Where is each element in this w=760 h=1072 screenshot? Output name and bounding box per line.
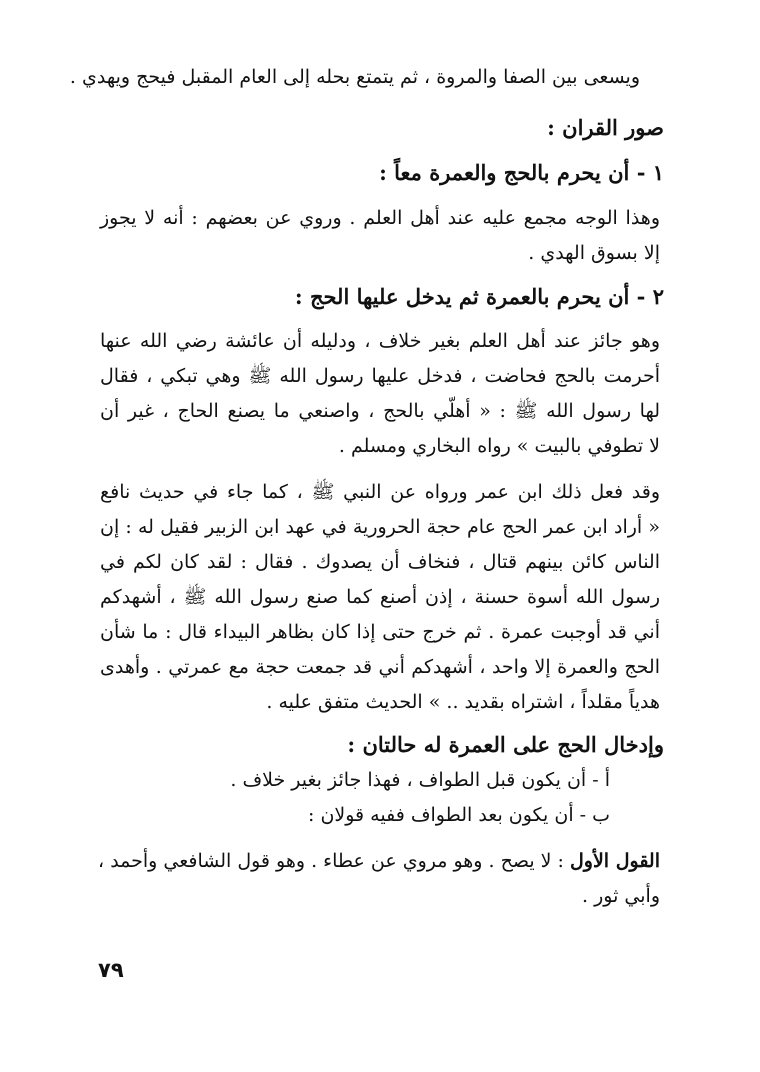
text-line-6: لها رسول الله ﷺ : « أهلّي بالحج ، واصنعي ما يصنع الحاج ، غير أن	[100, 400, 660, 422]
page-number: ٧٩	[98, 958, 124, 982]
text-line-14: هدياً مقلداً ، اشتراه بقديد .. » الحديث متفق عليه .	[266, 691, 660, 713]
first-opinion-text: : لا يصح . وهو مروي عن عطاء . وهو قول الشافعي وأحمد ،	[98, 850, 564, 872]
case-b: ب - أن يكون بعد الطواف ففيه قولان :	[308, 804, 610, 826]
text-line-1: ويسعى بين الصفا والمروة ، ثم يتمتع بحله إلى العام المقبل فيحج ويهدي .	[69, 66, 640, 88]
first-opinion-label: القول الأول	[569, 850, 660, 872]
text-line-13: الحج والعمرة إلا واحد ، أشهدكم أني قد جمعت حجة مع عمرتي . وأهدى	[100, 656, 660, 678]
section-heading-quran-forms: صور القران :	[547, 115, 664, 140]
text-line-11: رسول الله أسوة حسنة ، إذن أصنع كما صنع رسول الله ﷺ ، أشهدكم	[100, 586, 660, 608]
first-opinion-line	[100, 846, 660, 876]
text-line-10: الناس كائن بينهم قتال ، فنخاف أن يصدوك . فقال : لقد كان لكم في	[100, 551, 660, 573]
text-line-12: أني قد أوجبت عمرة . ثم خرج حتى إذا كان بظاهر البيداء قال : ما شأن	[100, 621, 660, 643]
text-line-2: وهذا الوجه مجمع عليه عند أهل العلم . وروي عن بعضهم : أنه لا يجوز	[100, 207, 660, 229]
text-line-7: لا تطوفي بالبيت » رواه البخاري ومسلم .	[338, 435, 660, 457]
subheading-form-1: ١ - أن يحرم بالحج والعمرة معاً :	[379, 160, 664, 185]
text-line-4: وهو جائز عند أهل العلم بغير خلاف ، ودليله أن عائشة رضي الله عنها	[100, 330, 660, 352]
text-line-3: إلا بسوق الهدي .	[528, 242, 660, 264]
text-line-8: وقد فعل ذلك ابن عمر ورواه عن النبي ﷺ ، كما جاء في حديث نافع	[100, 481, 660, 503]
case-a: أ - أن يكون قبل الطواف ، فهذا جائز بغير خلاف .	[230, 769, 610, 791]
text-line-5: أحرمت بالحج فحاضت ، فدخل عليها رسول الله ﷺ وهي تبكي ، فقال	[100, 365, 660, 387]
subheading-insertion-cases: وإدخال الحج على العمرة له حالتان :	[347, 732, 664, 757]
text-line-9: « أراد ابن عمر الحج عام حجة الحرورية في عهد ابن الزبير فقيل له : إن	[100, 516, 660, 538]
text-line-15: وأبي ثور .	[582, 885, 660, 907]
subheading-form-2: ٢ - أن يحرم بالعمرة ثم يدخل عليها الحج :	[294, 284, 664, 309]
